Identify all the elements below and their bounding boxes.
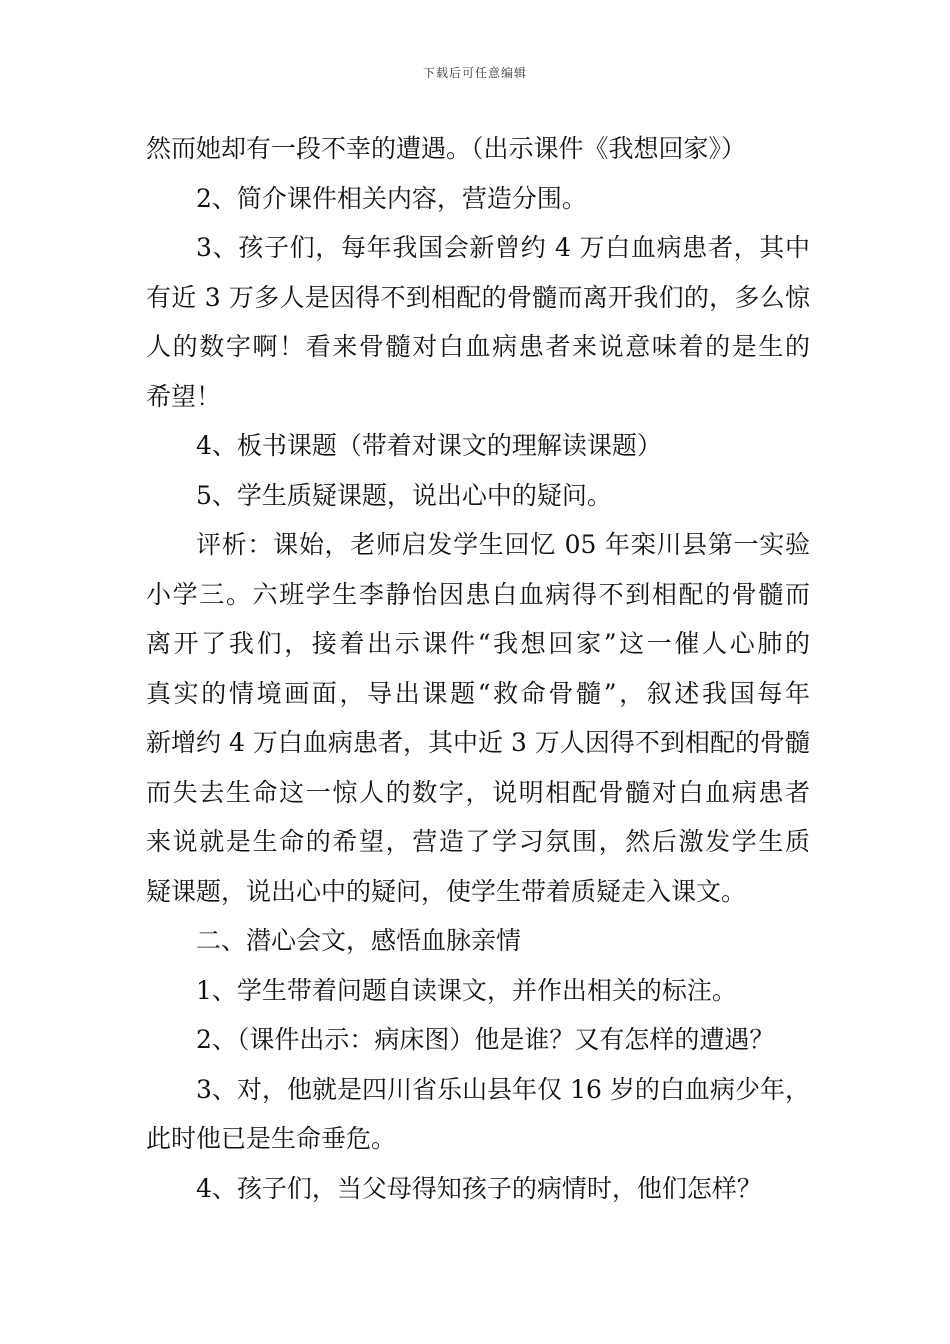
text-line: 来说就是生命的希望，营造了学习氛围，然后激发学生质 [146,827,810,856]
text-line: 真实的情境画面，导出课题“救命骨髓”，叙述我国每年 [146,678,810,708]
text-line: 小学三。六班学生李静怡因患白血病得不到相配的骨髓而 [146,579,810,609]
text-line: 2、（课件出示：病床图）他是谁？又有怎样的遭遇？ [196,1025,775,1054]
text-line: 4、孩子们，当父母得知孩子的病情时，他们怎样？ [196,1173,762,1203]
text-line: 二、潜心会文，感悟血脉亲情 [196,926,522,955]
text-line: 离开了我们，接着出示课件“我想回家”这一催人心肺的 [146,629,810,658]
text-line: 3、对，他就是四川省乐山县年仅 16 岁的白血病少年， [196,1074,810,1104]
text-line: 希望！ [146,381,222,411]
text-line: 人的数字啊！看来骨髓对白血病患者来说意味着的是生的 [146,332,810,361]
text-line: 4、板书课题（带着对课文的理解读课题） [196,431,662,460]
text-line: 疑课题，说出心中的疑问，使学生带着质疑走入课文。 [146,876,747,906]
text-line: 5、学生质疑课题，说出心中的疑问。 [196,480,612,510]
text-line: 2、简介课件相关内容，营造分围。 [196,183,587,213]
page-header: 下载后可任意编辑 [422,66,527,80]
text-line: 而失去生命这一惊人的数字，说明相配骨髓对白血病患者 [146,777,810,807]
text-line: 1、学生带着问题自读课文，并作出相关的标注。 [196,975,737,1005]
text-line: 然而她却有一段不幸的遭遇。（出示课件《我想回家》） [146,134,747,163]
text-line: 有近 3 万多人是因得不到相配的骨髓而离开我们的，多么惊 [146,282,810,312]
document-body [146,124,810,1213]
text-line: 新增约 4 万白血病患者，其中近 3 万人因得不到相配的骨髓 [146,728,810,757]
text-line: 此时他已是生命垂危。 [146,1124,397,1153]
text-line: 3、孩子们，每年我国会新曾约 4 万白血病患者，其中 [196,233,810,262]
text-line: 评析：课始，老师启发学生回忆 05 年栾川县第一实验 [196,530,810,559]
